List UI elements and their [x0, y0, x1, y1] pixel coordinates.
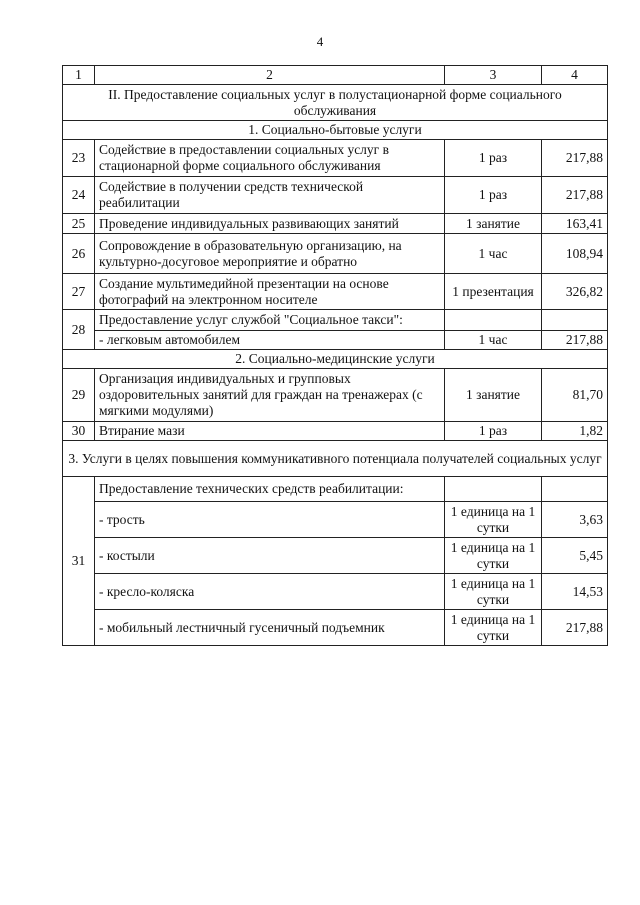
- service-name: Предоставление услуг службой "Социальное такси":: [95, 310, 445, 331]
- service-unit: 1 единица на 1 сутки: [445, 574, 542, 610]
- service-unit: 1 единица на 1 сутки: [445, 502, 542, 538]
- service-unit: 1 единица на 1 сутки: [445, 538, 542, 574]
- table-row: [63, 477, 608, 502]
- service-unit: 1 единица на 1 сутки: [445, 610, 542, 646]
- service-unit: 1 раз: [445, 177, 542, 214]
- service-subitem-name: - костыли: [95, 538, 445, 574]
- header-col-1: 1: [63, 66, 95, 85]
- service-subitem-name: - трость: [95, 502, 445, 538]
- service-name: Сопровождение в образовательную организацию, на культурно-досуговое мероприятие и обратно: [95, 234, 445, 274]
- row-number: 29: [63, 369, 95, 422]
- header-col-2: 2: [95, 66, 445, 85]
- table-header-row: [63, 66, 608, 85]
- row-number: 24: [63, 177, 95, 214]
- service-price: 217,88: [542, 177, 608, 214]
- service-subitem-name: - легковым автомобилем: [95, 331, 445, 350]
- service-price: 5,45: [542, 538, 608, 574]
- service-name: Содействие в получении средств технической реабилитации: [95, 177, 445, 214]
- table-row: [63, 574, 608, 610]
- service-unit: 1 занятие: [445, 369, 542, 422]
- service-price: 108,94: [542, 234, 608, 274]
- service-price: 1,82: [542, 422, 608, 441]
- table-row: [63, 274, 608, 310]
- table-row: [63, 331, 608, 350]
- row-number: 25: [63, 214, 95, 234]
- row-number: 27: [63, 274, 95, 310]
- group-row: [63, 350, 608, 369]
- group-row: [63, 121, 608, 140]
- table-row: [63, 538, 608, 574]
- service-price: 326,82: [542, 274, 608, 310]
- empty-cell: [445, 310, 542, 331]
- service-price: 81,70: [542, 369, 608, 422]
- empty-cell: [542, 310, 608, 331]
- empty-cell: [542, 477, 608, 502]
- service-name: Предоставление технических средств реабилитации:: [95, 477, 445, 502]
- service-price: 3,63: [542, 502, 608, 538]
- service-unit: 1 час: [445, 331, 542, 350]
- row-number: 30: [63, 422, 95, 441]
- services-table: [62, 65, 608, 646]
- service-price: 14,53: [542, 574, 608, 610]
- service-unit: 1 презентация: [445, 274, 542, 310]
- group-title-social-household: 1. Социально-бытовые услуги: [63, 121, 608, 140]
- service-price: 217,88: [542, 140, 608, 177]
- header-col-3: 3: [445, 66, 542, 85]
- service-unit: 1 час: [445, 234, 542, 274]
- table-row: [63, 214, 608, 234]
- page-number: 4: [316, 34, 324, 49]
- table-row: [63, 140, 608, 177]
- group-title-communication: 3. Услуги в целях повышения коммуникативного потенциала получателей социальных услуг: [63, 441, 608, 477]
- section-title: II. Предоставление социальных услуг в полустационарной форме социального обслуживания: [63, 85, 608, 121]
- service-unit: 1 раз: [445, 140, 542, 177]
- header-col-4: 4: [542, 66, 608, 85]
- service-name: Организация индивидуальных и групповых оздоровительных занятий для граждан на тренажерах (с мягкими модулями): [95, 369, 445, 422]
- group-title-social-medical: 2. Социально-медицинские услуги: [63, 350, 608, 369]
- service-unit: 1 раз: [445, 422, 542, 441]
- table-row: [63, 422, 608, 441]
- service-name: Проведение индивидуальных развивающих занятий: [95, 214, 445, 234]
- row-number: 23: [63, 140, 95, 177]
- table-row: [63, 610, 608, 646]
- service-price: 217,88: [542, 610, 608, 646]
- service-price: 217,88: [542, 331, 608, 350]
- row-number: 26: [63, 234, 95, 274]
- empty-cell: [445, 477, 542, 502]
- service-subitem-name: - мобильный лестничный гусеничный подъемник: [95, 610, 445, 646]
- service-name: Втирание мази: [95, 422, 445, 441]
- table-row: [63, 234, 608, 274]
- row-number: 31: [63, 477, 95, 646]
- table-row: [63, 369, 608, 422]
- section-title-row: [63, 85, 608, 121]
- table-row: [63, 502, 608, 538]
- group-row: [63, 441, 608, 477]
- service-price: 163,41: [542, 214, 608, 234]
- service-name: Создание мультимедийной презентации на основе фотографий на электронном носителе: [95, 274, 445, 310]
- service-subitem-name: - кресло-коляска: [95, 574, 445, 610]
- table-row: [63, 310, 608, 331]
- service-unit: 1 занятие: [445, 214, 542, 234]
- table-row: [63, 177, 608, 214]
- row-number: 28: [63, 310, 95, 350]
- service-name: Содействие в предоставлении социальных услуг в стационарной форме социального обслуживания: [95, 140, 445, 177]
